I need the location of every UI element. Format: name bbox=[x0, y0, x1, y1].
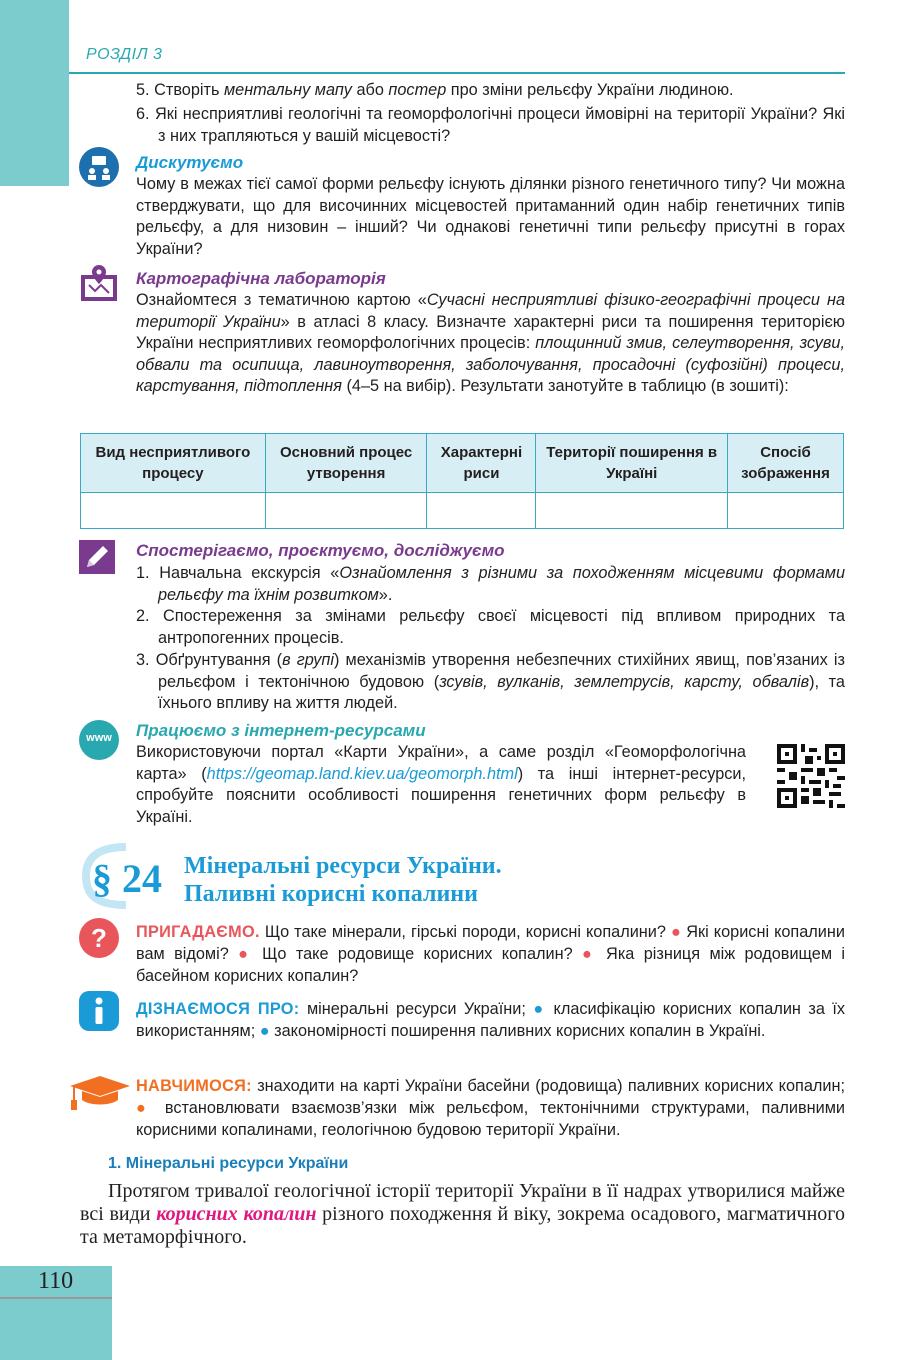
page-number: 110 bbox=[38, 1268, 74, 1294]
learn-to-block: НАВЧИМОСЯ: знаходити на карті України басейни (родовища) паливних корисних копалин; ● встановлювати взаємозв’язки між рельєфом, тектонічними структурами, паливними корисними копалинами, геологічною будовою території України. bbox=[136, 1077, 845, 1139]
map-pin-icon bbox=[79, 263, 119, 303]
question-icon bbox=[79, 918, 119, 958]
qr-code[interactable] bbox=[777, 744, 845, 808]
table-header: Характерні риси bbox=[427, 434, 536, 493]
side-tab-top bbox=[0, 0, 69, 186]
section-body: Протягом тривалої геологічної історії території України в її надрах утворилися майже всі види корисних копалин різного походження й віку, зокрема осадового, магматичного та метаморфічного. bbox=[80, 1180, 846, 1248]
header-rule bbox=[69, 72, 845, 74]
table-header: Основний процес утворення bbox=[265, 434, 427, 493]
observe-item-3: 3. Обґрунтування (в групі) механізмів утворення небезпечних стихійних явищ, пов’язаних із рельєфом і тектонічною будовою (зсувів, вулканів, землетрусів, карсту, обвалів), та їхнього впливу на життя людей. bbox=[136, 651, 845, 712]
learn-about-block: ДІЗНАЄМОСЯ ПРО: мінеральні ресурси України; ● класифікацію корисних копалин за їх використанням; ● закономірності поширення паливних корисних копалин в Україні. bbox=[136, 1000, 845, 1040]
internet-block bbox=[136, 720, 845, 742]
task-5: 5. Створіть ментальну мапу або постер про зміни рельєфу України людиною. bbox=[136, 81, 734, 99]
lab-block bbox=[136, 268, 845, 398]
observe-item-2: 2. Спостереження за змінами рельєфу своєї місцевості під впливом природних та антропогенних процесів. bbox=[136, 607, 845, 647]
pencil-icon bbox=[79, 540, 115, 574]
discussion-title: Дискутуємо bbox=[136, 153, 244, 172]
remember-block: ПРИГАДАЄМО. Що таке мінерали, гірські породи, корисні копалини? ● Які корисні копалини вам відомі? ● Що таке родовище корисних копалин? ● Яка різниця між родовищем і басейном корисних копалин? bbox=[136, 923, 845, 985]
observe-item-1: 1. Навчальна екскурсія «Ознайомлення з різними за походженням місцевими формами рельєфу та їхнім розвитком». bbox=[136, 564, 845, 604]
graduation-cap-icon bbox=[68, 1076, 132, 1112]
task-6: 6. Які несприятливі геологічні та геоморфологічні процеси ймовірні на території України? Які з них трапляються у вашій місцевості? bbox=[136, 105, 845, 145]
table-header: Спосіб зображення bbox=[728, 434, 844, 493]
table-cell bbox=[265, 493, 427, 529]
geomap-link[interactable]: https://geomap.land.kiev.ua/geomorph.html bbox=[206, 764, 518, 783]
www-icon: www bbox=[79, 720, 119, 760]
internet-title: Працюємо з інтернет-ресурсами bbox=[136, 721, 426, 740]
table-header: Території поширення в Україні bbox=[536, 434, 728, 493]
observe-title: Спостерігаємо, проєктуємо, досліджуємо bbox=[136, 541, 505, 560]
observe-block bbox=[136, 540, 845, 562]
paragraph-badge: § 24 bbox=[80, 843, 180, 914]
discussion-block bbox=[136, 152, 845, 260]
paragraph-title: Мінеральні ресурси України. Паливні корисні копалини bbox=[184, 853, 502, 907]
lab-title: Картографічна лабораторія bbox=[136, 269, 386, 288]
lab-table bbox=[80, 433, 844, 529]
table-header: Вид несприятливого процесу bbox=[81, 434, 266, 493]
internet-text: Використовуючи портал «Карти України», а саме розділ «Геоморфологічна карта» (https://geomap.land.kiev.ua/geomorph.html) та інші інтернет-ресурси, спробуйте пояснити особливості поширення генетичних форм рельєфу в Україні. bbox=[136, 743, 747, 826]
lab-text: Ознайомтеся з тематичною картою «Сучасні несприятливі фізико-географічні процеси на території України» в атласі 8 класу. Визначте характерні риси та поширення територією України несприятливих геоморфологічних процесів: площинний змив, селеутворення, зсуви, обвали та осипища, лавиноутворення, заболочування, просадочні (суфозійні) процеси, карстування, підтоплення (4–5 на вибір). Результати занотуйте в таблицю (в зошиті): bbox=[136, 291, 846, 395]
table-cell bbox=[427, 493, 536, 529]
discussion-icon bbox=[79, 147, 119, 187]
discussion-text: Чому в межах тієї самої форми рельєфу існують ділянки різного генетичного типу? Чи можна стверджувати, що для височинних місцевостей притаманний один набір генетичних типів рельєфу, а для низовин – інший? Чи однакові генетичні типи рельєфу присутні в горах України? bbox=[136, 175, 845, 258]
section-heading: 1. Мінеральні ресурси України bbox=[108, 1155, 349, 1172]
page-number-rule bbox=[0, 1297, 112, 1299]
section-label: РОЗДІЛ 3 bbox=[86, 46, 163, 63]
table-cell bbox=[536, 493, 728, 529]
table-cell bbox=[81, 493, 266, 529]
key-term: корисних копалин bbox=[156, 1203, 317, 1225]
table-cell bbox=[728, 493, 844, 529]
info-icon bbox=[79, 991, 119, 1031]
svg-text:?: ? bbox=[91, 923, 107, 953]
